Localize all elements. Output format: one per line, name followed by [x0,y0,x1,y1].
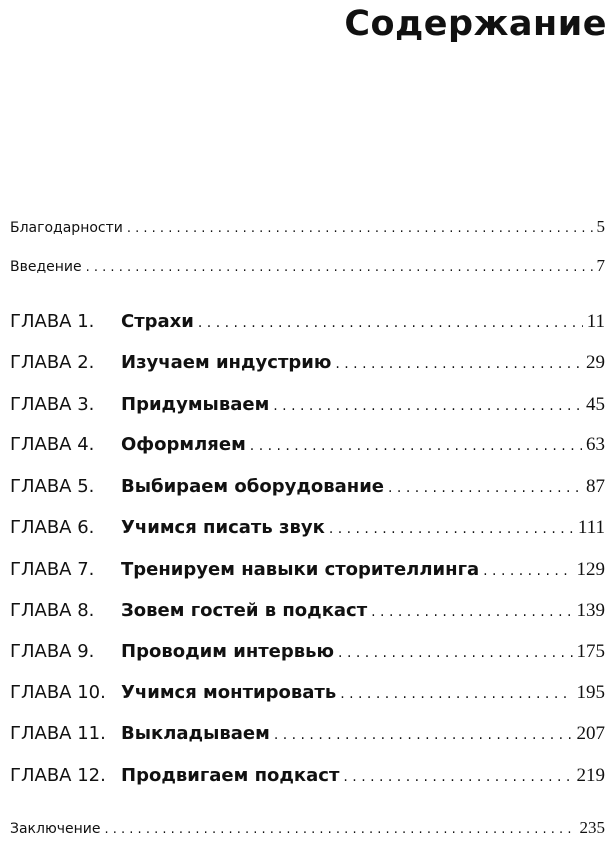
toc-chapter-5[interactable] [10,476,605,498]
chapter-page: 175 [576,641,605,662]
dot-leader [198,315,583,331]
toc-entry-label: Введение [10,259,82,275]
dot-leader [335,356,582,372]
dot-leader [250,438,582,454]
chapter-number: ГЛАВА 9. [10,641,95,662]
chapter-page: 63 [586,434,605,455]
toc-entry-page: 7 [596,256,605,275]
toc-entry-introduction[interactable] [10,256,605,276]
chapter-title: Оформляем [121,434,246,455]
toc-entry-acknowledgements[interactable] [10,217,605,237]
toc-chapter-7[interactable] [10,559,605,581]
dot-leader [105,822,576,837]
chapter-title: Проводим интервью [121,641,335,662]
chapter-page: 111 [577,517,605,538]
toc-chapter-12[interactable] [10,765,605,787]
dot-leader [340,686,572,702]
chapter-title: Учимся монтировать [121,682,337,703]
chapter-title: Придумываем [121,394,270,415]
dot-leader [483,563,572,579]
toc-entry-conclusion[interactable] [10,818,605,838]
chapter-title: Тренируем навыки сторителлинга [121,559,480,580]
toc-chapter-10[interactable] [10,682,605,704]
dot-leader [388,480,582,496]
chapter-number: ГЛАВА 1. [10,311,95,332]
dot-leader [343,769,572,785]
chapter-number: ГЛАВА 5. [10,476,95,497]
chapter-page: 195 [576,682,605,703]
dot-leader [273,398,582,414]
toc-entry-page: 5 [596,217,605,236]
toc-chapter-6[interactable] [10,517,605,539]
toc-chapter-3[interactable] [10,394,605,416]
toc-entry-label: Благодарности [10,220,123,236]
chapter-title: Изучаем индустрию [121,352,332,373]
chapter-number: ГЛАВА 11. [10,723,106,744]
dot-leader [371,604,572,620]
chapter-page: 45 [586,394,605,415]
dot-leader [274,727,573,743]
toc-entry-label: Заключение [10,821,101,837]
chapter-page: 219 [576,765,605,786]
chapter-number: ГЛАВА 12. [10,765,106,786]
chapter-page: 87 [586,476,605,497]
chapter-number: ГЛАВА 7. [10,559,95,580]
dot-leader [329,521,574,537]
toc-chapter-1[interactable] [10,311,605,333]
dot-leader [338,645,572,661]
chapter-title: Страхи [121,311,194,332]
chapter-number: ГЛАВА 3. [10,394,95,415]
chapter-title: Выкладываем [121,723,270,744]
dot-leader [86,260,593,275]
chapter-title: Продвигаем подкаст [121,765,340,786]
chapter-number: ГЛАВА 10. [10,682,106,703]
toc-chapter-8[interactable] [10,600,605,622]
chapter-number: ГЛАВА 4. [10,434,95,455]
chapter-page: 129 [576,559,605,580]
toc-chapter-9[interactable] [10,641,605,663]
toc-chapter-4[interactable] [10,434,605,456]
toc-entry-page: 235 [579,818,605,837]
chapter-page: 11 [586,311,605,332]
chapter-page: 139 [576,600,605,621]
chapter-page: 29 [586,352,605,373]
chapter-title: Зовем гостей в подкаст [121,600,368,621]
toc-chapter-11[interactable] [10,723,605,745]
toc-chapter-2[interactable] [10,352,605,374]
chapter-number: ГЛАВА 6. [10,517,95,538]
page-title: Содержание [344,4,607,44]
dot-leader [127,221,593,236]
chapter-title: Выбираем оборудование [121,476,385,497]
chapter-title: Учимся писать звук [121,517,325,538]
chapter-page: 207 [576,723,605,744]
chapter-number: ГЛАВА 8. [10,600,95,621]
chapter-number: ГЛАВА 2. [10,352,95,373]
